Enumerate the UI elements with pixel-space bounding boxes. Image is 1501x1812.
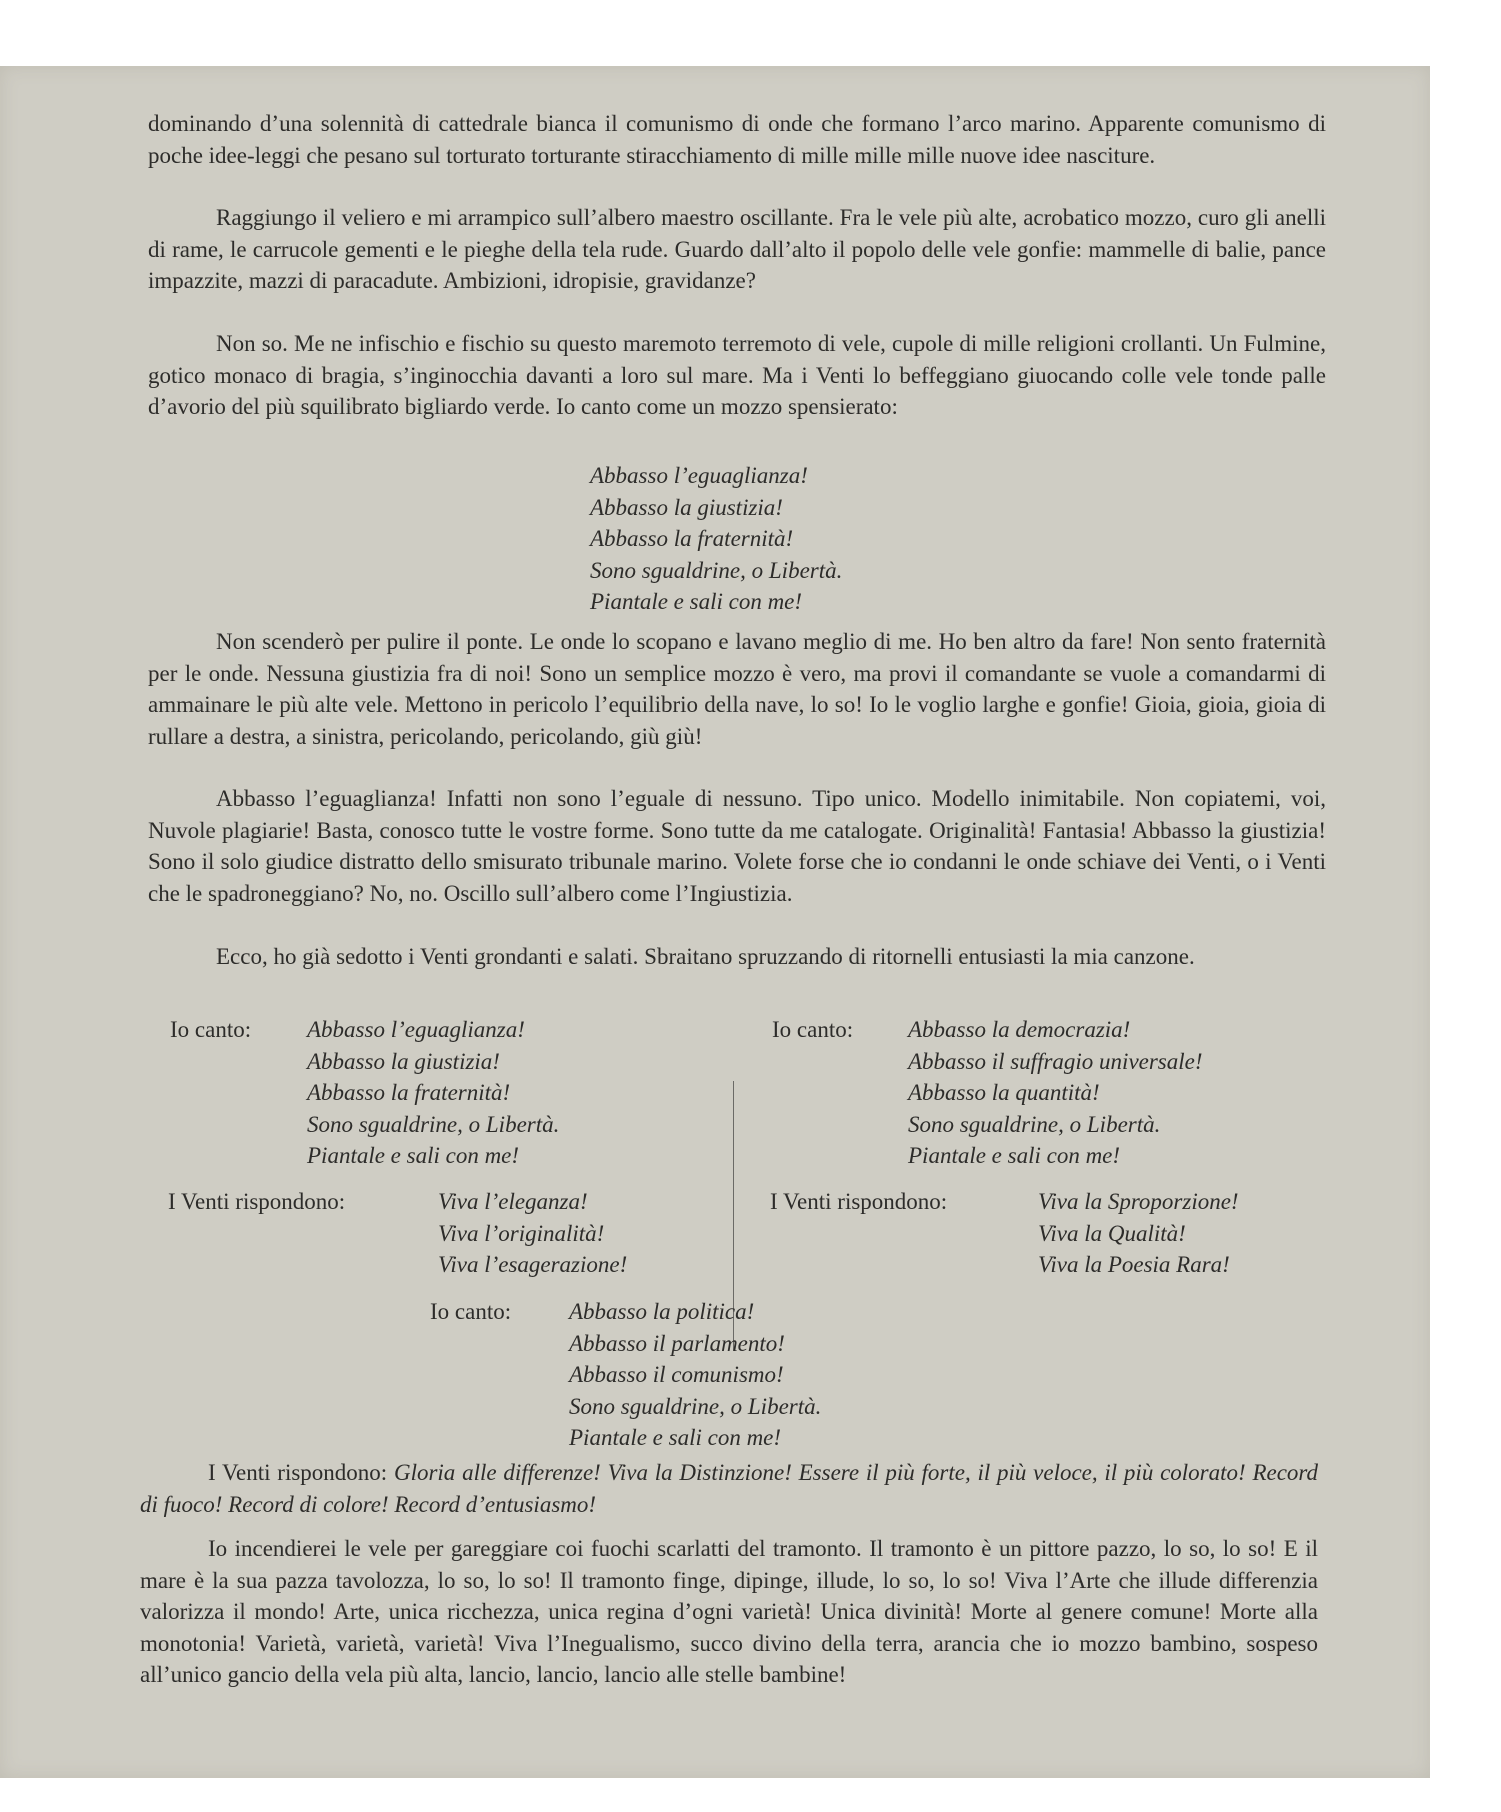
verse-line: Abbasso il suffragio universale!: [908, 1048, 1203, 1074]
verse-line: Abbasso la quantità!: [908, 1080, 1100, 1105]
paragraph-3: Non so. Me ne infischio e fischio su questo maremoto terremoto di vele, cupole di mille religioni crollanti. Un Fulmine, gotico monaco di bragia, s’inginocchia davanti a loro sul mare. Ma i Venti lo beffeggiano giuocando colle vele tonde palle d’avorio del più squilibrato bigliardo verde. Io canto come un mozzo spensierato:: [148, 331, 1326, 419]
verse-line: Viva la Sproporzione!: [1038, 1189, 1239, 1214]
paragraph-8: Io incendierei le vele per gareggiare coi fuochi scarlatti del tramonto. Il tramonto è un pittore pazzo, lo so, lo so! E il mare è la sua pazza tavolozza, lo so, lo so! Il tramonto finge, dipinge, illude, lo so, lo so! Viva l’Arte che illude differenzia valorizza il mondo! Arte, unica ricchezza, unica regina d’ogni varietà! Unica divinità! Morte al genere comune! Morte alla monotonia! Varietà, varietà, varietà! Viva l’Inegualismo, succo divino della terra, arancia che io mozzo bambino, sospeso all’unico gancio della vela più alta, lancio, lancio, lancio alle stelle bambine!: [140, 1536, 1318, 1687]
paragraph-7-italic: Gloria alle differenze! Viva la Distinzione! Essere il più forte, il più veloce, il più colorato! Record di fuoco! Record di colore! Record d’entusiasmo!: [140, 1460, 1319, 1517]
verse-line: Sono sgualdrine, o Libertà.: [569, 1393, 822, 1419]
left-verse: [307, 1014, 559, 1172]
verse-line: Abbasso la fraternità!: [307, 1080, 511, 1105]
verse-line: Piantale e sali con me!: [307, 1143, 520, 1168]
verse-line: Abbasso l’eguaglianza!: [590, 463, 808, 488]
verse-line: Abbasso l’eguaglianza!: [307, 1017, 525, 1042]
verse-line: Abbasso la giustizia!: [590, 494, 783, 520]
verse-line: Abbasso la democrazia!: [908, 1017, 1131, 1042]
verse-line: Viva l’eleganza!: [438, 1189, 588, 1214]
left-io-canto-label: Io canto:: [170, 1017, 252, 1042]
verse-line: Viva l’originalità!: [438, 1220, 605, 1246]
paragraph-2: Raggiungo il veliero e mi arrampico sull’albero maestro oscillante. Fra le vele più alte, acrobatico mozzo, curo gli anelli di rame, le carrucole gementi e le pieghe della tela rude. Guardo dall’alto il popolo delle vele gonfie: mammelle di balie, pance impazzite, mazzi di paracadute. Ambizioni, idropisie, gravidanze?: [148, 205, 1326, 293]
verse-line: Piantale e sali con me!: [908, 1143, 1121, 1168]
right-io-canto-label: Io canto:: [772, 1017, 854, 1042]
verse-line: Abbasso la fraternità!: [590, 526, 794, 551]
paragraph-5: Abbasso l’eguaglianza! Infatti non sono l’eguale di nessuno. Tipo unico. Modello inimitabile. Non copiatemi, voi, Nuvole plagiarie! Basta, conosco tutte le vostre forme. Sono tutte da me catalogate. Originalità! Fantasia! Abbasso la giustizia! Sono il solo giudice distratto dello smisurato tribunale marino. Volete forse che io condanni le onde schiave dei Venti, o i Venti che le spadroneggiano? No, no. Oscillo sull’albero come l’Ingiustizia.: [148, 786, 1326, 906]
paragraph-6: Ecco, ho già sedotto i Venti grondanti e salati. Sbraitano spruzzando di ritornelli entusiasti la mia canzone.: [216, 944, 1195, 969]
paragraph-7: [140, 1457, 1318, 1520]
left-reply-label: I Venti rispondono:: [168, 1189, 346, 1214]
paragraph-7-label: I Venti rispondono:: [208, 1460, 388, 1485]
verse-line: Abbasso la giustizia!: [307, 1048, 500, 1074]
verse-line: Viva la Qualità!: [1038, 1220, 1186, 1246]
right-reply-label: I Venti rispondono:: [770, 1189, 948, 1214]
right-reply: [1038, 1186, 1239, 1281]
verse-line: Piantale e sali con me!: [569, 1425, 782, 1450]
verse-first: [590, 460, 842, 618]
right-verse: [908, 1014, 1203, 1172]
verse-line: Piantale e sali con me!: [590, 589, 803, 614]
verse-line: Sono sgualdrine, o Libertà.: [908, 1111, 1161, 1137]
verse-line: Viva la Poesia Rara!: [1038, 1252, 1230, 1277]
verse-line: Abbasso la politica!: [569, 1299, 755, 1324]
center-io-canto-label: Io canto:: [430, 1299, 512, 1324]
left-reply: [438, 1186, 627, 1281]
verse-line: Viva l’esagerazione!: [438, 1252, 628, 1277]
verse-line: Abbasso il comunismo!: [569, 1362, 784, 1387]
verse-line: Sono sgualdrine, o Libertà.: [590, 557, 843, 583]
verse-line: Abbasso il parlamento!: [569, 1330, 785, 1356]
document-page: [0, 66, 1430, 1778]
paragraph-4: Non scenderò per pulire il ponte. Le onde lo scopano e lavano meglio di me. Ho ben altro da fare! Non sento fraternità per le onde. Nessuna giustizia fra di noi! Sono un semplice mozzo è vero, ma provi il comandante se vuole a comandarmi di ammainare le più alte vele. Mettono in pericolo l’equilibrio della nave, lo so! Io le voglio larghe e gonfie! Gioia, gioia, gioia di rullare a destra, a sinistra, pericolando, pericolando, giù giù!: [148, 629, 1326, 749]
center-verse: [569, 1296, 821, 1454]
paragraph-1: dominando d’una solennità di cattedrale bianca il comunismo di onde che formano l’arco marino. Apparente comunismo di poche idee-leggi che pesano sul torturato torturante stiracchiamento di mille mille mille nuove idee nasciture.: [148, 111, 1326, 168]
verse-line: Sono sgualdrine, o Libertà.: [307, 1111, 560, 1137]
